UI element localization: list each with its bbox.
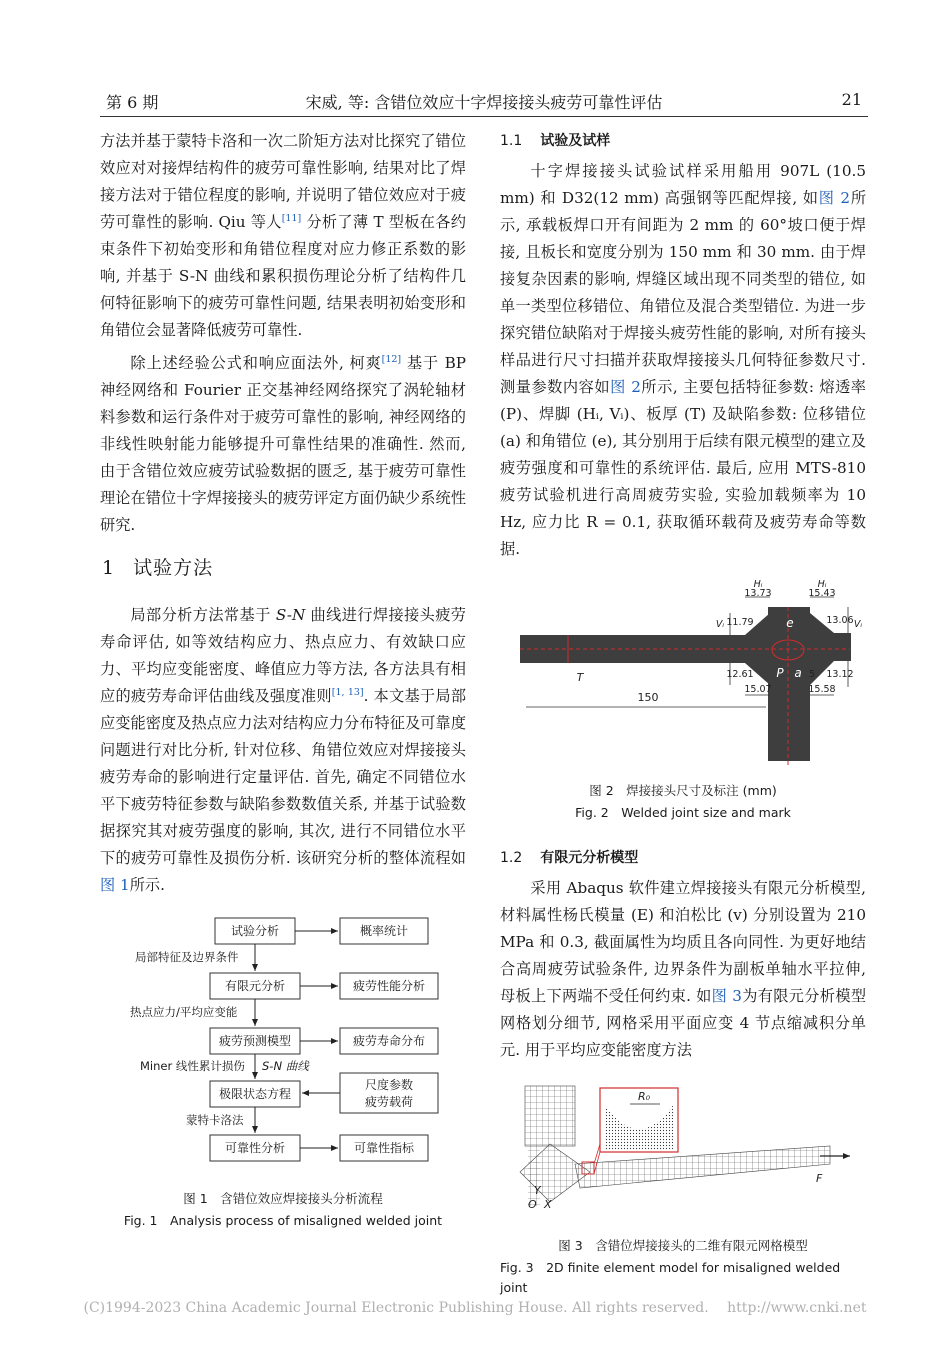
paragraph-specimen [500, 158, 866, 563]
flow-text: 疲劳预测模型 [218, 1034, 292, 1048]
flow-label: 热点应力/平均应变能 [130, 1005, 238, 1019]
page-number: 21 [841, 90, 862, 109]
subsection-title: 有限元分析模型 [540, 850, 639, 866]
flow-text: 可靠性指标 [353, 1141, 415, 1155]
fig2-label: 15.43 [808, 588, 836, 599]
fig2-label: Vᵢ [853, 619, 863, 630]
figure3-caption-cn: 图 3 含错位焊接接头的二维有限元网格模型 [558, 1238, 808, 1253]
fig2-label: 11.79 [726, 617, 754, 628]
flow-text: 疲劳性能分析 [352, 979, 426, 993]
fig2-label: 5 [808, 669, 816, 680]
flow-text: 可靠性分析 [224, 1141, 286, 1155]
issue-number: 第 6 期 [106, 93, 159, 112]
header-rule [100, 116, 868, 117]
flow-text: 疲劳寿命分布 [352, 1034, 426, 1048]
fig3-label: F [816, 1172, 823, 1185]
right-column [500, 128, 866, 1298]
fig3-label: O [528, 1198, 537, 1211]
paragraph-ke [100, 350, 466, 539]
flow-text: 疲劳载荷 [364, 1095, 414, 1109]
copyright-footer: (C)1994-2023 China Academic Journal Electronic Publishing House. All rights reserved. http://www.cnki.net [83, 1300, 867, 1316]
fig3-label: Y [534, 1184, 541, 1197]
text-run: 采用 Abaqus 软件建立焊接接头有限元分析模型, 材料属性杨氏模量 (E) 和泊松比 (v) 分别设置为 210 MPa 和 0.3, 截面属性为均质且各向同性. 为更好地结合高周疲劳试验条件, 边界条件为副板单轴水平拉伸, 母板上下两端不受任何约束. 如 [500, 879, 866, 1005]
fig2-label: Vᵢ [715, 619, 725, 630]
fig3-label: X [544, 1198, 552, 1211]
fem-mesh-figure-3 [500, 1084, 866, 1214]
figure-link[interactable]: 图 3 [711, 987, 742, 1005]
fig2-label: Hᵢ [817, 579, 827, 590]
text-run: 除上述经验公式和响应面法外, 柯爽 [130, 354, 382, 372]
figure1-caption-en: Fig. 1 Analysis process of misaligned welded joint [123, 1213, 443, 1228]
subsection-number: 1.1 [500, 133, 523, 149]
fig2-label: Hᵢ [753, 579, 763, 590]
section-heading-1 [102, 553, 466, 580]
flow-label: Miner 线性累计损伤 [140, 1059, 245, 1073]
figure2-caption-en: Fig. 2 Welded joint size and mark [575, 805, 791, 820]
flow-text: 极限状态方程 [218, 1087, 292, 1101]
running-title: 宋威, 等: 含错位效应十字焊接接头疲劳可靠性评估 [305, 93, 663, 112]
paragraph-method [100, 602, 466, 899]
fig2-label: 13.12 [826, 669, 854, 680]
text-run: 曲线进行焊接接头疲劳寿命评估, 如等效结构应力、热点应力、有效缺口应力、平均应变能密度、峰值应力等方法, 各方法具有相应的疲劳寿命评估曲线及强度准则 [100, 606, 466, 705]
subsection-number: 1.2 [500, 850, 523, 866]
text-run: 分析了薄 T 型板在各约束条件下初始变形和角错位程度对应力修正系数的影响, 并基于 S-N 曲线和累积损伤理论分析了结构件几何特征影响下的疲劳可靠性问题, 结果表明初始变形和角错位会显著降低疲劳可靠性. [100, 213, 466, 339]
text-run: 方法并基于蒙特卡洛和一次二阶矩方法对比探究了错位效应对对接焊结构件的疲劳可靠性影响, 结果对比了焊接方法对于错位程度的影响, 并说明了错位效应对于疲劳可靠性的影响. Qiu 等人 [100, 132, 466, 231]
text-run: 所示, 承载板焊口开有间距为 2 mm 的 60°坡口便于焊接, 且板长和宽度分别为 150 mm 和 30 mm. 由于焊接复杂因素的影响, 焊缝区域出现不同类型的错位, 如单一类型位移错位、角错位及混合类型错位. 为进一步探究错位缺陷对于焊接头疲劳性能的影响, 对所有接头样品进行尺寸扫描并获取焊接接头几何特征参数尺寸. 测量参数内容如 [500, 189, 866, 396]
figure2-caption-cn: 图 2 焊接接头尺寸及标注 (mm) [589, 783, 777, 798]
fig2-label: e [786, 616, 794, 630]
paragraph-fem [500, 875, 866, 1064]
paragraph-qiu [100, 128, 466, 344]
text-run: 所示. [129, 876, 165, 894]
fig2-label: 13.06 [826, 615, 854, 626]
text-run: 局部分析方法常基于 [130, 606, 276, 624]
fig2-label: a [794, 666, 802, 680]
fig2-label: 15.58 [808, 684, 836, 695]
running-header [100, 86, 868, 116]
fig2-label: T [576, 671, 584, 684]
subsection-heading-1-1 [500, 128, 866, 154]
flow-text: 试验分析 [230, 924, 280, 938]
joint-photo [520, 607, 854, 761]
fig2-label: P [776, 666, 784, 680]
text-run: 基于 BP 神经网络和 Fourier 正交基神经网络探究了涡轮轴材料参数和运行条件对于疲劳可靠性的影响, 神经网络的非线性映射能力能够提升可靠性结果的准确性. 然而, 由于含错位效应疲劳试验数据的匮乏, 基于疲劳可靠性理论在错位十字焊接接头的疲劳评定方面仍缺少系统性研究. [100, 354, 466, 534]
left-column [100, 128, 466, 1229]
flow-label: 局部特征及边界条件 [135, 950, 239, 964]
fig3-label: R₀ [638, 1090, 651, 1103]
text-run: 十字焊接接头试验试样采用船用 907L (10.5 mm) 和 D32(12 mm) 高强钢等匹配焊接, 如 [500, 162, 866, 207]
subsection-heading-1-2 [500, 845, 866, 871]
figure3-caption-en: Fig. 3 2D finite element model for misaligned welded joint [500, 1260, 841, 1295]
text-run-italic: S-N [275, 606, 306, 624]
text-run: . 本文基于局部应变能密度及热点应力法对结构应力分布特征及可靠度问题进行对比分析, 针对位移、角错位效应对焊接接头疲劳寿命的影响进行定量评估. 首先, 确定不同错位水平下疲劳特征参数与缺陷参数数值关系, 并基于试验数据探究其对疲劳强度的影响, 其次, 进行不同错位水平下的疲劳可靠性及损伤分析. 该研究分析的整体流程如 [100, 687, 467, 867]
fig2-label: 150 [637, 691, 659, 704]
section-title: 试验方法 [133, 557, 214, 579]
flow-label: 蒙特卡洛法 [186, 1113, 244, 1127]
flow-label: S-N 曲线 [262, 1059, 309, 1073]
citation-link[interactable]: [12] [381, 353, 402, 365]
fig2-label: 15.07 [744, 684, 772, 695]
fig2-label: 13.73 [744, 588, 772, 599]
flow-text: 尺度参数 [364, 1078, 414, 1092]
section-number: 1 [102, 557, 116, 579]
figure-link[interactable]: 图 1 [100, 876, 130, 894]
flowchart-figure-1 [100, 913, 466, 1183]
citation-link[interactable]: [11] [281, 212, 302, 224]
flow-text: 有限元分析 [224, 979, 286, 993]
weld-joint-figure-2 [500, 577, 866, 777]
figure-link[interactable]: 图 2 [818, 189, 851, 207]
citation-link[interactable]: [1, 13] [331, 686, 364, 698]
text-run: 所示, 主要包括特征参数: 熔透率 (P)、焊脚 (Hᵢ, Vᵢ)、板厚 (T) 及缺陷参数: 位移错位 (a) 和角错位 (e), 其分别用于后续有限元模型的建立及疲劳强度和可靠性的系统评估. 最后, 应用 MTS-810 疲劳试验机进行高周疲劳实验, 实验加载频率为 10 Hz, 应力比 R = 0.1, 获取循环载荷及疲劳寿命等数据. [500, 378, 866, 558]
text-run: 为有限元分析模型网格划分细节, 网格采用平面应变 4 节点缩减积分单元. 用于平均应变能密度方法 [500, 987, 867, 1059]
flow-text: 概率统计 [359, 924, 409, 938]
figure1-caption-cn: 图 1 含错位效应焊接接头分析流程 [183, 1191, 383, 1206]
subsection-title: 试验及试样 [540, 133, 611, 149]
figure-link[interactable]: 图 2 [610, 378, 641, 396]
fig2-label: 12.61 [726, 669, 754, 680]
